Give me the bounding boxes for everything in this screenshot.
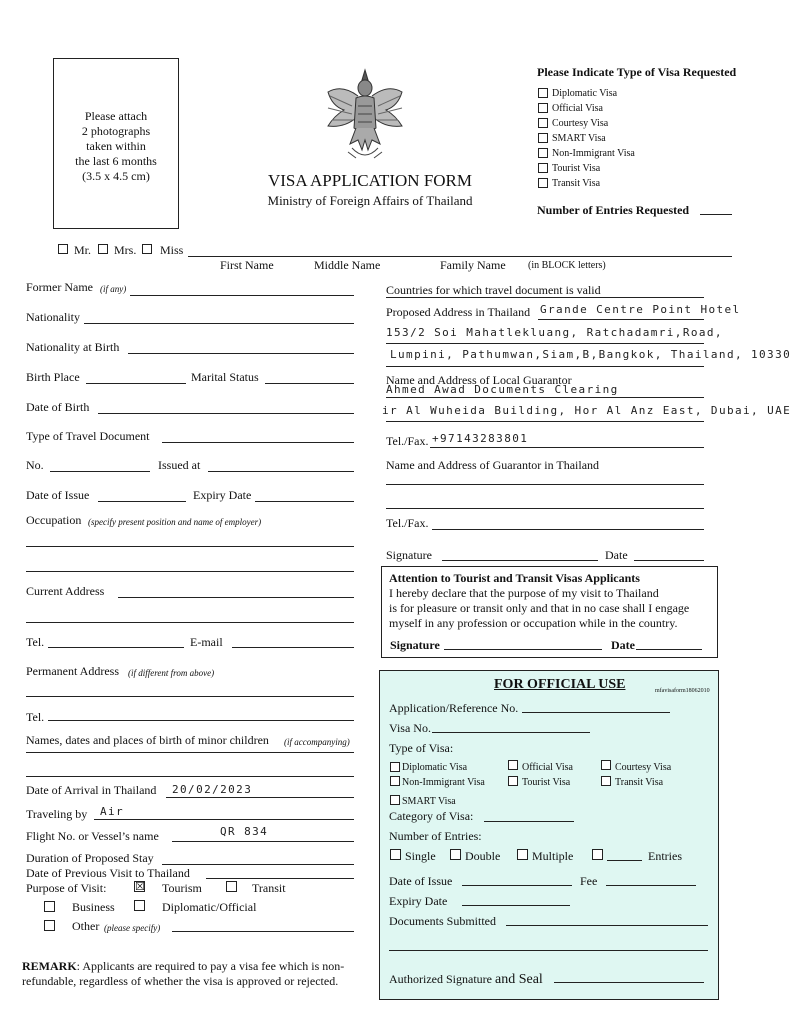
- date-issue-field[interactable]: [98, 501, 186, 502]
- flight-label: Flight No. or Vessel’s name: [26, 829, 159, 843]
- former-name-field[interactable]: [130, 295, 354, 296]
- children-field-1[interactable]: [26, 752, 354, 753]
- traveling-by-field[interactable]: [94, 819, 354, 820]
- nationality-birth-label: Nationality at Birth: [26, 340, 120, 354]
- authorized-signature-text: Authorized Signature: [389, 972, 492, 986]
- number-of-entries-label: Number of Entries:: [389, 829, 482, 843]
- checkbox-double[interactable]: [450, 849, 461, 860]
- official-checkbox-transit[interactable]: [601, 776, 611, 786]
- middle-name-label: Middle Name: [314, 258, 381, 272]
- attention-signature-field[interactable]: [444, 649, 602, 650]
- double-label: Double: [465, 849, 501, 863]
- visa-no-field[interactable]: [432, 732, 590, 733]
- attention-line-2: is for pleasure or transit only and that in no case shall I engage: [389, 601, 690, 615]
- countries-label: Countries for which travel document is valid: [386, 283, 601, 297]
- official-checkbox-diplomatic[interactable]: [390, 762, 400, 772]
- countries-field[interactable]: [386, 297, 704, 298]
- official-checkbox-non-immigrant[interactable]: [390, 776, 400, 786]
- occupation-label: Occupation: [26, 513, 82, 527]
- authorized-signature-field[interactable]: [554, 982, 704, 983]
- official-checkbox-courtesy[interactable]: [601, 760, 611, 770]
- checkbox-smart-visa[interactable]: [538, 133, 548, 143]
- attention-date-field[interactable]: [636, 649, 702, 650]
- official-expiry-label: Expiry Date: [389, 894, 448, 908]
- email-label: E-mail: [190, 635, 223, 649]
- official-diplomatic-label: Diplomatic Visa: [402, 762, 468, 773]
- entries-requested-label: Number of Entries Requested: [537, 203, 690, 217]
- attention-signature-label: Signature: [390, 638, 440, 652]
- issued-at-label: Issued at: [158, 458, 201, 472]
- authorized-signature-label: [389, 972, 543, 987]
- dob-field[interactable]: [98, 413, 354, 414]
- remark-line-1: [22, 959, 344, 973]
- checkbox-business[interactable]: [44, 901, 55, 912]
- arrival-field[interactable]: [166, 797, 354, 798]
- transit-label: Transit: [252, 881, 286, 895]
- checkbox-multiple[interactable]: [517, 849, 528, 860]
- proposed-address-field-2[interactable]: [386, 343, 704, 344]
- option-smart-visa: SMART Visa: [552, 133, 606, 144]
- dob-label: Date of Birth: [26, 400, 90, 414]
- date-issue-label: Date of Issue: [26, 488, 90, 502]
- official-checkbox-tourist[interactable]: [508, 776, 518, 786]
- tel-field[interactable]: [48, 647, 184, 648]
- checkbox-single[interactable]: [390, 849, 401, 860]
- proposed-address-field-3[interactable]: [386, 366, 704, 367]
- business-label: Business: [72, 900, 115, 914]
- attention-line-3: myself in any profession or occupation while in the country.: [389, 616, 678, 630]
- arrival-label: Date of Arrival in Thailand: [26, 783, 157, 797]
- current-address-field-2[interactable]: [26, 622, 354, 623]
- checkbox-non-immigrant-visa[interactable]: [538, 148, 548, 158]
- thai-guarantor-field-2[interactable]: [386, 508, 704, 509]
- official-non-immigrant-label: Non-Immigrant Visa: [402, 777, 485, 788]
- garuda-emblem-icon: [322, 66, 408, 166]
- checkbox-transit-visa[interactable]: [538, 178, 548, 188]
- documents-field-1[interactable]: [506, 925, 708, 926]
- local-guarantor-value-2: ir Al Wuheida Building, Hor Al Anz East, Dubai, UAE: [382, 404, 791, 417]
- block-letters-note: (in BLOCK letters): [528, 260, 606, 271]
- former-name-label: Former Name: [26, 280, 93, 294]
- traveling-by-value: Air: [100, 805, 125, 818]
- current-address-label: Current Address: [26, 584, 105, 598]
- local-guarantor-field-2[interactable]: [386, 421, 704, 422]
- date-field[interactable]: [634, 560, 704, 561]
- checkbox-courtesy-visa[interactable]: [538, 118, 548, 128]
- visa-no-label: Visa No.: [389, 721, 431, 735]
- checkbox-diplomatic-visa[interactable]: [538, 88, 548, 98]
- proposed-address-value-3: Lumpini, Pathumwan,Siam,B,Bangkok, Thailand, 10330: [390, 348, 791, 361]
- proposed-address-line-3: [386, 348, 791, 366]
- checkbox-tourism[interactable]: ☒: [135, 880, 145, 893]
- birth-place-label: Birth Place: [26, 370, 80, 384]
- telfax2-label: Tel./Fax.: [386, 516, 429, 530]
- local-guarantor-line-2: [382, 404, 791, 420]
- traveling-by-label: Traveling by: [26, 807, 88, 821]
- option-tourist-visa: Tourist Visa: [552, 163, 601, 174]
- form-code: mfavisaform18062010: [655, 688, 710, 694]
- category-label: Category of Visa:: [389, 809, 474, 823]
- travel-doc-field[interactable]: [162, 442, 354, 443]
- official-checkbox-official[interactable]: [508, 760, 518, 770]
- reference-field[interactable]: [522, 712, 670, 713]
- telfax-value: +97143283801: [432, 432, 529, 445]
- option-non-immigrant-visa: Non-Immigrant Visa: [552, 148, 635, 159]
- and-seal-text: and Seal: [494, 972, 543, 987]
- reference-label: Application/Reference No.: [389, 701, 519, 715]
- occupation-field-1[interactable]: [26, 546, 354, 547]
- official-date-issue-label: Date of Issue: [389, 874, 453, 888]
- title-mr: Mr.: [74, 243, 92, 257]
- thai-guarantor-field-1[interactable]: [386, 484, 704, 485]
- option-diplomatic-visa: Diplomatic Visa: [552, 88, 618, 99]
- local-guarantor-label: Name and Address of Local Guarantor: [386, 373, 572, 387]
- visa-type-heading: Please Indicate Type of Visa Requested: [537, 65, 737, 79]
- flight-value: QR 834: [220, 825, 269, 838]
- proposed-address-value-1: Grande Centre Point Hotel: [540, 303, 741, 316]
- nationality-field[interactable]: [84, 323, 354, 324]
- fee-label: Fee: [580, 874, 598, 888]
- children-note: (if accompanying): [284, 737, 350, 747]
- entries-word-label: Entries: [648, 849, 682, 863]
- issued-at-field[interactable]: [208, 471, 354, 472]
- telfax2-field[interactable]: [432, 529, 704, 530]
- previous-visit-field[interactable]: [206, 878, 354, 879]
- official-expiry-field[interactable]: [462, 905, 570, 906]
- documents-label: Documents Submitted: [389, 914, 496, 928]
- current-address-field-1[interactable]: [118, 597, 354, 598]
- attention-line-1: I hereby declare that the purpose of my visit to Thailand: [389, 586, 659, 600]
- checkbox-mr[interactable]: [58, 244, 68, 254]
- flight-field[interactable]: [172, 841, 354, 842]
- marital-status-label: Marital Status: [191, 370, 259, 384]
- entries-requested-field[interactable]: [700, 214, 732, 215]
- children-field-2[interactable]: [26, 776, 354, 777]
- family-name-label: Family Name: [440, 258, 506, 272]
- local-guarantor-value-1: Ahmed Awad Documents Clearing: [386, 383, 619, 396]
- photo-instructions: Please attach 2 photographs taken within the last 6 months (3.5 x 4.5 cm): [75, 109, 157, 183]
- name-field[interactable]: [188, 256, 732, 257]
- type-of-visa-label: Type of Visa:: [389, 741, 454, 755]
- official-tourist-label: Tourist Visa: [522, 777, 571, 788]
- travel-doc-label: Type of Travel Document: [26, 429, 150, 443]
- tel2-label: Tel.: [26, 710, 45, 724]
- proposed-address-label: Proposed Address in Thailand: [386, 305, 531, 319]
- permanent-address-field[interactable]: [26, 696, 354, 697]
- attention-date-label: Date: [611, 638, 635, 652]
- children-label: Names, dates and places of birth of minor children: [26, 733, 269, 747]
- option-official-visa: Official Visa: [552, 103, 603, 114]
- purpose-label: Purpose of Visit:: [26, 881, 107, 895]
- former-name-note: (if any): [100, 284, 127, 294]
- category-field[interactable]: [484, 821, 574, 822]
- date-label: Date: [605, 548, 628, 562]
- remark-label: REMARK: [22, 959, 77, 973]
- documents-field-2[interactable]: [389, 950, 708, 951]
- title-mrs: Mrs.: [114, 243, 137, 257]
- occupation-field-2[interactable]: [26, 571, 354, 572]
- duration-label: Duration of Proposed Stay: [26, 851, 154, 865]
- photo-box[interactable]: [53, 58, 179, 229]
- email-field[interactable]: [232, 647, 354, 648]
- expiry-date-field[interactable]: [255, 501, 354, 502]
- marital-status-field[interactable]: [265, 383, 354, 384]
- checkbox-diplomatic-official[interactable]: [134, 900, 145, 911]
- checkbox-entries[interactable]: [592, 849, 603, 860]
- checkbox-miss[interactable]: [142, 244, 152, 254]
- arrival-value: 20/02/2023: [172, 783, 253, 796]
- proposed-address-field-1[interactable]: [538, 319, 704, 320]
- fee-field[interactable]: [606, 885, 696, 886]
- checkbox-mrs[interactable]: [98, 244, 108, 254]
- attention-heading: Attention to Tourist and Transit Visas Applicants: [389, 571, 640, 585]
- checkbox-transit[interactable]: [226, 881, 237, 892]
- birth-place-field[interactable]: [86, 383, 186, 384]
- first-name-label: First Name: [220, 258, 274, 272]
- telfax-field[interactable]: [430, 447, 704, 448]
- expiry-date-label: Expiry Date: [193, 488, 252, 502]
- permanent-address-label: Permanent Address: [26, 664, 119, 678]
- previous-visit-label: Date of Previous Visit to Thailand: [26, 866, 190, 880]
- other-note: (please specify): [104, 923, 161, 933]
- official-heading: FOR OFFICIAL USE: [494, 677, 626, 692]
- official-official-label: Official Visa: [522, 762, 573, 773]
- form-subtitle: Ministry of Foreign Affairs of Thailand: [267, 193, 473, 208]
- official-date-issue-field[interactable]: [462, 885, 572, 886]
- tel-label: Tel.: [26, 635, 45, 649]
- nationality-label: Nationality: [26, 310, 80, 324]
- official-smart-label: SMART Visa: [402, 796, 456, 807]
- title-miss: Miss: [160, 243, 184, 257]
- telfax-label: Tel./Fax.: [386, 434, 429, 448]
- remark-text-2: refundable, regardless of whether the visa is approved or rejected.: [22, 974, 339, 988]
- local-guarantor-field-1[interactable]: [386, 397, 704, 398]
- entries-count-field[interactable]: [607, 860, 642, 861]
- other-field[interactable]: [172, 931, 354, 932]
- tourism-label: Tourism: [162, 881, 202, 895]
- checkbox-tourist-visa[interactable]: [538, 163, 548, 173]
- doc-no-label: No.: [26, 458, 44, 472]
- tel2-field[interactable]: [48, 720, 354, 721]
- form-title: VISA APPLICATION FORM: [267, 171, 473, 190]
- multiple-label: Multiple: [532, 849, 574, 863]
- checkbox-official-visa[interactable]: [538, 103, 548, 113]
- proposed-address-value-2: 153/2 Soi Mahatlekluang, Ratchadamri,Road,: [386, 326, 723, 339]
- occupation-note: (specify present position and name of employer): [88, 517, 262, 527]
- doc-no-field[interactable]: [50, 471, 150, 472]
- official-checkbox-smart[interactable]: [390, 795, 400, 805]
- diplomatic-official-label: Diplomatic/Official: [162, 900, 257, 914]
- nationality-birth-field[interactable]: [128, 353, 354, 354]
- option-courtesy-visa: Courtesy Visa: [552, 118, 609, 129]
- checkbox-other[interactable]: [44, 920, 55, 931]
- option-transit-visa: Transit Visa: [552, 178, 601, 189]
- signature-label: Signature: [386, 548, 432, 562]
- official-courtesy-label: Courtesy Visa: [615, 762, 672, 773]
- single-label: Single: [405, 849, 436, 863]
- official-transit-label: Transit Visa: [615, 777, 664, 788]
- duration-field[interactable]: [162, 864, 354, 865]
- remark-text-1: : Applicants are required to pay a visa fee which is non-: [76, 959, 345, 973]
- thai-guarantor-label: Name and Address of Guarantor in Thailand: [386, 458, 600, 472]
- permanent-address-note: (if different from above): [128, 668, 215, 678]
- signature-field[interactable]: [442, 560, 598, 561]
- other-label: Other: [72, 919, 100, 933]
